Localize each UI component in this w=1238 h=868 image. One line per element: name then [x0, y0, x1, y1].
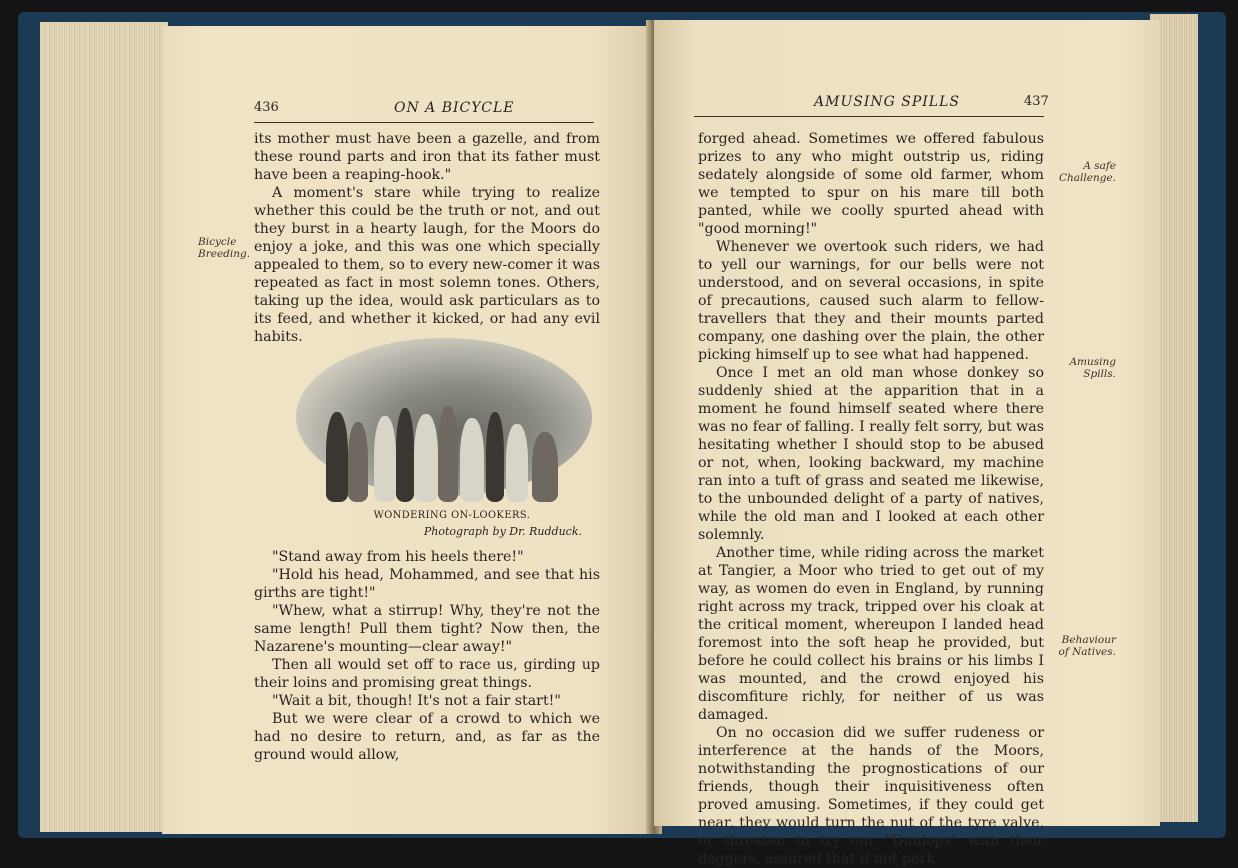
paragraph: Once I met an old man whose donkey so suddenly shied at the apparition that in a moment he found himself seated where there was no fear of falling. I really felt sorry, but was hesitating whether I should stop to be abused or not, when, looking backward, my machine ran into a tuft of grass and seated me likewise, to the unbounded delight of a party of natives, while the old man and I looked at each other solemnly. — [698, 365, 1044, 543]
photograph-onlookers — [296, 338, 592, 496]
left-text-bottom — [254, 548, 600, 764]
paragraph: But we were clear of a crowd to which we had no desire to return, and, as far as the ground would allow, — [254, 711, 600, 763]
figure-silhouette — [532, 432, 558, 502]
header-rule — [694, 116, 1044, 117]
right-page-header — [694, 94, 1049, 116]
figure-silhouette — [486, 412, 504, 502]
right-page-number: 437 — [1024, 94, 1049, 109]
paragraph: A moment's stare while trying to realize whether this could be the truth or not, and out they burst in a hearty laugh, for the Moors do enjoy a joke, and this was one which specially appealed to them, so to every new-comer it was repeated as fact in most solemn tones. Others, taking up the idea, would ask particulars as to its feed, and whether it kicked, or had any evil habits. — [254, 185, 600, 345]
paragraph: "Whew, what a stirrup! Why, they're not the same length! Pull them tight? Now then, the Nazarene's mounting—clear away!" — [254, 603, 600, 655]
figure-caption: WONDERING ON-LOOKERS. — [373, 510, 531, 521]
figure-silhouette — [348, 422, 368, 502]
figure-silhouette — [396, 408, 414, 502]
paragraph: forged ahead. Sometimes we offered fabulous prizes to any who might outstrip us, riding sedately alongside of some old farmer, whom we tempted to spur on his mare till both panted, while we coolly spurted ahead with "good morning!" — [698, 131, 1044, 237]
paragraph: its mother must have been a gazelle, and from these round parts and iron that its father must have been a reaping-hook." — [254, 131, 600, 183]
paragraph: "Hold his head, Mohammed, and see that his girths are tight!" — [254, 567, 600, 601]
figure-silhouette — [414, 414, 438, 502]
margin-note-amusing-spills: Amusing Spills. — [1069, 356, 1116, 380]
right-page — [654, 20, 1160, 867]
left-page — [162, 26, 652, 834]
paragraph: On no occasion did we suffer rudeness or interference at the hands of the Moors, notwithstanding the prognostications of our friends, though their inquisitiveness often proved amusing. Sometimes, if they could get near, they would turn the nut of the tyre valve, or threaten to try our "Dunlops" with their daggers, assured that if not pork — [698, 725, 1044, 867]
figure-silhouette — [326, 412, 348, 502]
margin-note-bicycle-breeding: Bicycle Breeding. — [198, 236, 251, 260]
paragraph: Then all would set off to race us, girding up their loins and promising great things. — [254, 657, 600, 691]
paragraph: Whenever we overtook such riders, we had to yell our warnings, for our bells were not understood, and on several occasions, in spite of precautions, caused such alarm to fellow-travellers that they and their mounts parted company, one dashing over the plain, the other picking himself up to see what had happened. — [698, 239, 1044, 363]
paragraph: "Stand away from his heels there!" — [272, 549, 524, 565]
header-rule — [254, 122, 594, 123]
paragraph: "Wait a bit, though! It's not a fair start!" — [272, 693, 561, 709]
figure-silhouette — [438, 406, 458, 502]
paragraph: Another time, while riding across the market at Tangier, a Moor who tried to get out of my way, as women do even in England, by running right across my track, tripped over his cloak at the critical moment, whereupon I landed head foremost into the soft heap he provided, but before he could collect his brains or his limbs I was mounted, and the crowd enjoyed his discomfiture richly, for neither of us was damaged. — [698, 545, 1044, 723]
left-page-number: 436 — [254, 100, 279, 115]
margin-note-behaviour-of-natives: Behaviour of Natives. — [1058, 634, 1116, 658]
figure-credit: Photograph by Dr. Rudduck. — [423, 525, 582, 538]
margin-note-safe-challenge: A safe Challenge. — [1058, 160, 1116, 184]
page-edges-left — [40, 22, 168, 832]
right-text — [698, 130, 1044, 868]
left-page-header — [254, 100, 594, 122]
left-text-top — [254, 130, 600, 346]
figure-silhouette — [460, 418, 484, 502]
figure-silhouette — [506, 424, 528, 502]
right-running-head: AMUSING SPILLS — [814, 94, 960, 110]
figure-silhouette — [374, 416, 396, 502]
left-running-head: ON A BICYCLE — [394, 100, 515, 116]
